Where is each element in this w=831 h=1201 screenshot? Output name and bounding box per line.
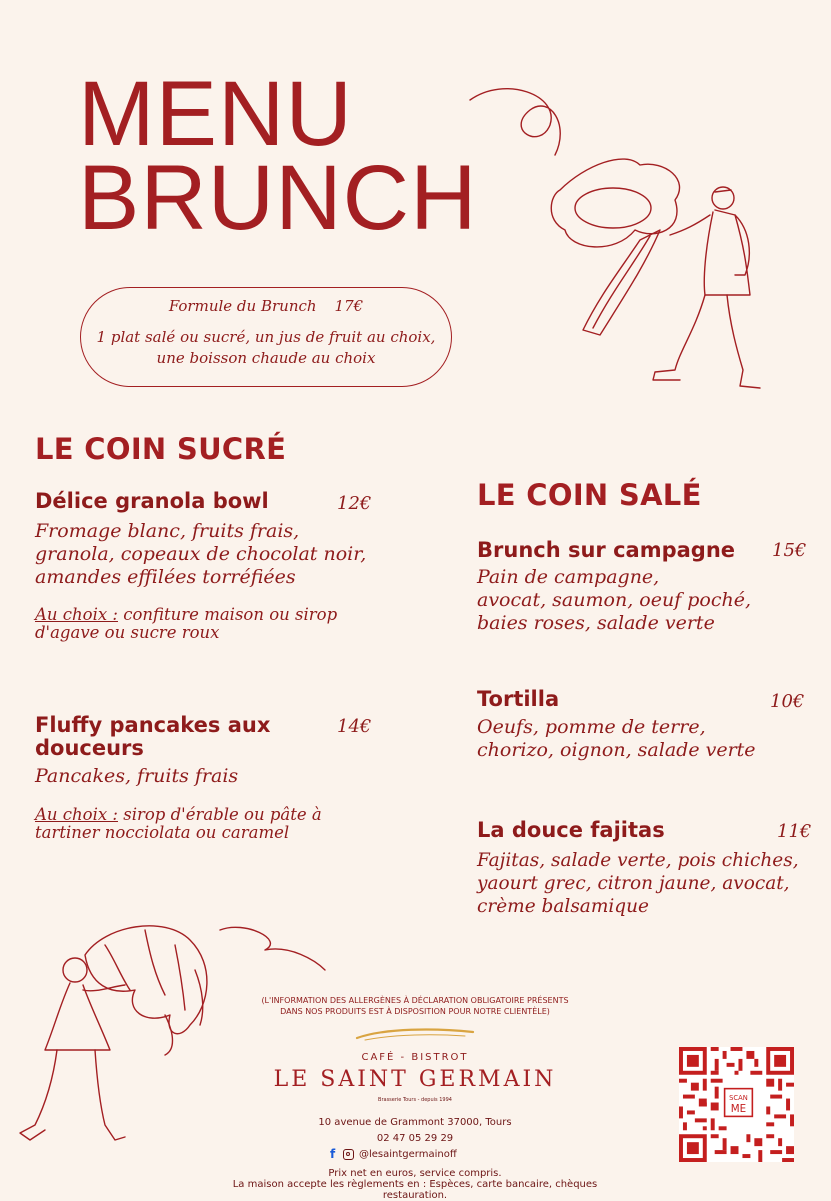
item-desc-brunch-campagne: Pain de campagne, avocat, saumon, oeuf poché, baies roses, salade verte — [477, 566, 752, 634]
brunch-illustration — [465, 80, 765, 400]
item-desc-tortilla: Oeufs, pomme de terre, chorizo, oignon, salade verte — [477, 716, 756, 761]
item-price-fajitas: 11€ — [777, 821, 812, 842]
item-choice-pancakes — [35, 806, 322, 842]
choice-text-line-2: d'agave ou sucre roux — [35, 623, 220, 642]
formule-name: Formule du Brunch — [168, 297, 317, 315]
item-desc-pancakes: Pancakes, fruits frais — [35, 765, 239, 787]
qr-me-label: ME — [730, 1103, 747, 1116]
item-desc-fajitas: Fajitas, salade verte, pois chiches, yaourt grec, citron jaune, avocat, crème balsamique — [477, 850, 799, 917]
social-handle[interactable]: @lesaintgermainoff — [359, 1148, 457, 1160]
formule-box — [80, 287, 452, 387]
brand-tagline: Brasserie Tours - depuis 1994 — [378, 1097, 452, 1103]
qr-code[interactable] — [679, 1047, 794, 1162]
choice-label: Au choix : — [35, 805, 118, 824]
item-desc-granola: Fromage blanc, fruits frais, granola, copeaux de chocolat noir, amandes effilées torréfiées — [35, 520, 367, 588]
cafe-bistrot-label: CAFÉ - BISTROT — [361, 1052, 469, 1063]
item-name-fajitas: La douce fajitas — [477, 818, 665, 842]
item-price-tortilla: 10€ — [770, 691, 805, 712]
choice-text-line-1: sirop d'érable ou pâte à — [117, 805, 322, 824]
qr-scan-label: SCAN — [729, 1094, 748, 1103]
section-title-sucre: LE COIN SUCRÉ — [35, 432, 287, 466]
allergen-line-1: (L'INFORMATION DES ALLERGÈNES À DÉCLARATION OBLIGATOIRE PRÉSENTS — [261, 996, 569, 1005]
item-name-tortilla: Tortilla — [477, 687, 560, 711]
formule-header — [81, 297, 451, 315]
payment-note-line-2: La maison accepte les règlements en : Espèces, carte bancaire, chèques restauration. — [232, 1179, 598, 1201]
page-title — [78, 63, 478, 249]
choice-label: Au choix : — [35, 605, 118, 624]
formule-description — [81, 327, 451, 369]
brand-name: LE SAINT GERMAIN — [273, 1067, 557, 1092]
item-name-granola: Délice granola bowl — [35, 489, 269, 513]
item-name-pancakes-line-2: douceurs — [35, 736, 144, 760]
section-title-sale: LE COIN SALÉ — [477, 478, 702, 512]
gold-swash — [355, 1026, 475, 1042]
item-price-granola: 12€ — [337, 493, 372, 514]
formule-price: 17€ — [334, 297, 364, 315]
title-line-1: MENU — [78, 63, 353, 165]
item-price-brunch-campagne: 15€ — [772, 540, 807, 561]
choice-text-line-1: confiture maison ou sirop — [117, 605, 338, 624]
facebook-icon[interactable]: f — [330, 1147, 336, 1161]
address: 10 avenue de Grammont 37000, Tours — [318, 1117, 512, 1128]
formule-desc-line-2: une boisson chaude au choix — [156, 349, 376, 367]
title-line-2: BRUNCH — [78, 147, 478, 249]
item-name-brunch-campagne: Brunch sur campagne — [477, 538, 736, 562]
payment-note — [200, 1168, 630, 1201]
item-name-pancakes-line-1: Fluffy pancakes aux — [35, 713, 271, 737]
formule-desc-line-1: 1 plat salé ou sucré, un jus de fruit au choix, — [96, 328, 436, 346]
allergen-line-2: DANS NOS PRODUITS EST À DISPOSITION POUR NOTRE CLIENTÈLE) — [280, 1007, 550, 1016]
item-price-pancakes: 14€ — [337, 716, 372, 737]
payment-note-line-1: Prix net en euros, service compris. — [328, 1168, 502, 1179]
allergen-notice — [240, 995, 590, 1017]
phone: 02 47 05 29 29 — [376, 1133, 454, 1144]
social-row — [330, 1147, 457, 1161]
instagram-icon[interactable] — [343, 1149, 354, 1160]
item-name-pancakes — [35, 714, 270, 760]
item-choice-granola — [35, 606, 337, 642]
choice-text-line-2: tartiner nocciolata ou caramel — [35, 823, 290, 842]
